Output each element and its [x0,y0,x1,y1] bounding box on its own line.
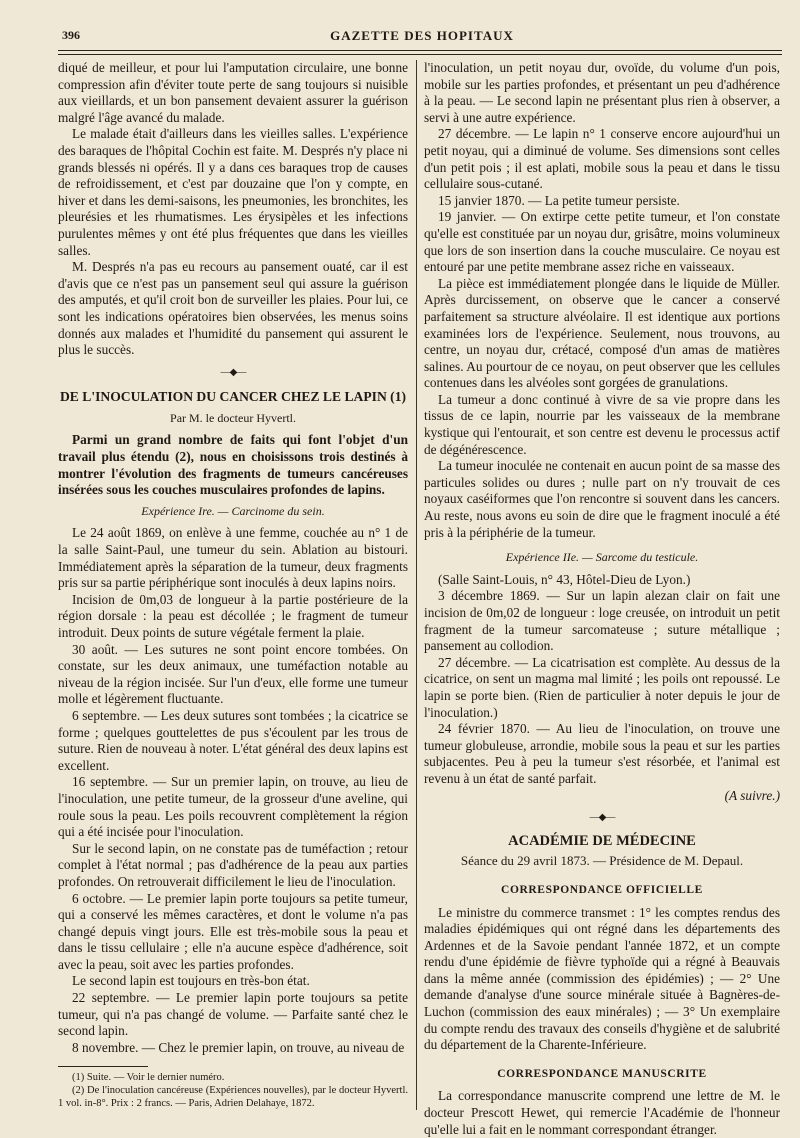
paragraph: La tumeur a donc continué à vivre de sa vie propre dans les tissus de ce lapin, nourrie par les vaisseaux de la membrane kystique qui l'entourait, et son centre est devenu le processus actif de dégénérescence. [424,391,780,457]
paragraph: l'inoculation, un petit noyau dur, ovoïde, du volume d'un pois, mobile sur les parties profondes, et présentant un peu d'adhérence à la peau. — Le second lapin ne présentant plus rien à observer, a servi à une autre expérience. [424,60,780,125]
footnote-rule [58,1066,148,1067]
paragraph: 22 septembre. — Le premier lapin porte toujours sa petite tumeur, qui n'a pas changé de volume. — Parfaite santé chez le second lapin. [58,990,408,1039]
section-title: ACADÉMIE DE MÉDECINE [508,832,696,849]
column-divider [416,60,417,1110]
paragraph: 16 septembre. — Sur un premier lapin, on trouve, au lieu de l'inoculation, une petite tumeur, de la grosseur d'une aveline, qui roule sous la peau. Les poils recouvrent complètement la région qui a été incisée pour l'inoculation. [58,774,408,840]
paragraph: Le 24 août 1869, on enlève à une femme, couchée au n° 1 de la salle Saint-Paul, une tumeur du sein. Ablation au bistouri. Immédiatement après la séparation de la tumeur, deux fragments pris sur sa partie périphérique sont inoculés à deux lapins noirs. [58,525,408,591]
paragraph: La correspondance manuscrite comprend une lettre de M. le docteur Prescott Hewet, qui remercie l'Académie de l'honneur qu'elle lui a fait en le nommant correspondant étranger. [424,1088,780,1137]
paragraph: Le malade était d'ailleurs dans les vieilles salles. L'expérience des baraques de l'hôpital Cochin est faite. M. Després n'y place ni grands blessés ni opérés. Il y a dans ces baraques trop de causes de refroidissement, et c'est par douzaine que l'on y compte, en hiver et dans les demi-saisons, les pneumonies, les bronchites, les pleurésies et les rhumatismes. Les érysipèles et les infections purulentes mêmes y ont été plus fréquentes que dans les vieilles salles. [58,126,408,258]
paragraph: 6 octobre. — Le premier lapin porte toujours sa petite tumeur, qui a conservé les mêmes caractères, et dont le volume n'a pas changé depuis vingt jours. Elle est très-mobile sous la peau et dans le tissu cellulaire ; elle n'a aucune espèce d'adhérence, soit avec la peau, soit avec les parties profondes. [58,890,408,972]
paragraph: 27 décembre. — Le lapin n° 1 conserve encore aujourd'hui un petit noyau, qui a diminué de volume. Ses dimensions sont celles d'un petit pois ; il est aplati, mobile sous la peau et dans le tissu cellulaire sous-cutané. [424,126,780,192]
experiment-title: Expérience IIe. — Sarcome du testicule. [505,550,699,565]
right-column [424,60,780,1138]
paragraph: 24 février 1870. — Au lieu de l'inoculation, on trouve une tumeur globuleuse, arrondie, mobile sous la peau et sur les parties subjacentes. Peu à peu la tumeur s'est résorbée, et l'animal est revenu à un état de santé parfait. [424,721,780,786]
lead-paragraph: Parmi un grand nombre de faits qui font l'objet d'un travail plus étendu (2), nous en choisissons trois destinés à montrer l'évolution des fragments de tumeurs cancéreuses insérées sous les couches musculaires profondes de lapins. [58,432,408,498]
article-title: DE L'INOCULATION DU CANCER CHEZ LE LAPIN (1) [59,389,407,405]
header-rule [58,50,782,51]
footnote: (2) De l'inoculation cancéreuse (Expériences nouvelles), par le docteur Hyvertl. 1 vol. in-8°. Prix : 2 francs. — Paris, Adrien Delahaye, 1872. [58,1085,408,1110]
left-column [58,60,408,1110]
ornament-divider: —◆— [589,812,615,824]
to-be-continued: (A suivre.) [724,787,780,803]
paragraph: Le ministre du commerce transmet : 1° les comptes rendus des maladies épidémiques qui ont régné dans les départements des Ardennes et de la Savoie pendant l'année 1872, et un compte rendu d'une épidémie de fièvre typhoïde qui a régné à Beauvais dans la même année (commission des épidémies) ; — 2° Une demande d'analyse d'une source minérale située à Bagnères-de-Luchon (commission des eaux minérales) ; — 3° Un exemplaire du compte rendu des travaux des conseils d'hygiène et de salubrité du département de la Charente-Inférieure. [424,904,780,1053]
paragraph: 6 septembre. — Les deux sutures sont tombées ; la cicatrice se forme ; quelques gouttelettes de pus s'écoulent par les trous de suture. Rien de nouveau à noter. L'état général des deux lapins est excellent. [58,707,408,773]
page-header [62,22,782,52]
paragraph: diqué de meilleur, et pour lui l'amputation circulaire, une bonne compression afin d'éviter toute perte de sang toujours si nuisible aux vieillards, et un bon pansement devaient assurer la guérison malgré l'âge avancé du malade. [58,60,408,125]
page-number: 396 [62,28,80,42]
paragraph: 3 décembre 1869. — Sur un lapin alezan clair on fait une incision de 0m,02 de longueur : loge creusée, on introduit un petit fragment de la tumeur sarcomateuse ; suture métallique ; pansement au collodion. [424,588,780,654]
footnote: (1) Suite. — Voir le dernier numéro. [72,1072,225,1084]
ornament-divider: —◆— [220,366,246,378]
paragraph: M. Després n'a pas eu recours au pansement ouaté, car il est d'avis que ce n'est pas un pansement seul qui assure la guérison des amputés, et qu'il croit bon de surveiller les plaies. Pour lui, ce sont les indications opératoires bien observées, les menus soins donnés aux malades et l'humidité du pansement qui assurent le plus le succès. [58,259,408,358]
experiment-title: Expérience Ire. — Carcinome du sein. [141,503,325,518]
subsection-title: CORRESPONDANCE MANUSCRITE [497,1067,707,1080]
session-line: Séance du 29 avril 1873. — Présidence de M. Depaul. [460,853,744,869]
paragraph: 27 décembre. — La cicatrisation est complète. Au dessus de la cicatrice, on sent un magma mal limité ; les poils ont repoussé. Le lapin se porte bien. (Rien de particulier à noter depuis le jour de l'inoculation.) [424,654,780,720]
paragraph: 8 novembre. — Chez le premier lapin, on trouve, au niveau de [72,1039,405,1055]
paragraph: 19 janvier. — On extirpe cette petite tumeur, et l'on constate qu'elle est constituée par un noyau dur, grisâtre, moins volumineux que lors de son insertion dans la couche musculaire. Ce noyau est entouré par une petite membrane assez riche en vaisseaux. [424,209,780,275]
paragraph: La pièce est immédiatement plongée dans le liquide de Müller. Après durcissement, on observe que le cancer a conservé parfaitement sa structure alvéolaire. Il est identique aux portions examinées lors de l'expérience. Seulement, nous trouvons, au centre, un noyau dur, crétacé, composé d'un amas de matières salines. Au pourtour de ce noyau, on peut observer que les cellules contenues dans les alvéoles sont gorgées de granulations. [424,275,780,391]
paragraph: Incision de 0m,03 de longueur à la partie postérieure de la région dorsale : la peau est décollée ; le fragment de tumeur introduit. Deux points de suture végétale ferment la plaie. [58,591,408,640]
header-rule-thin [58,54,782,55]
article-byline: Par M. le docteur Hyvertl. [170,410,296,425]
paragraph: 30 août. — Les sutures ne sont point encore tombées. On constate, sur les deux animaux, une tuméfaction notable au niveau de la région incisée. Sur l'un d'eux, elle forme une tumeur molle et légèrement fluctuante. [58,641,408,707]
paragraph: (Salle Saint-Louis, n° 43, Hôtel-Dieu de Lyon.) [438,571,691,587]
paragraph: Sur le second lapin, on ne constate pas de tuméfaction ; retour complet à l'état normal ; pas d'adhérence de la peau aux parties profondes. On retrouverait difficilement le lieu de l'inoculation. [58,840,408,889]
paragraph: La tumeur inoculée ne contenait en aucun point de sa masse des particules solides ou dures ; nulle part on n'y trouvait de ces noyaux caséiformes que l'on rencontre si souvent dans les cancers. Au reste, nous avons eu soin de dire que le fragment inoculé a été pris à la périphérie de la tumeur. [424,458,780,540]
journal-title: GAZETTE DES HOPITAUX [330,28,514,43]
paragraph: Le second lapin est toujours en très-bon état. [72,973,310,989]
subsection-title: CORRESPONDANCE OFFICIELLE [501,883,703,896]
paragraph: 15 janvier 1870. — La petite tumeur persiste. [438,192,680,208]
